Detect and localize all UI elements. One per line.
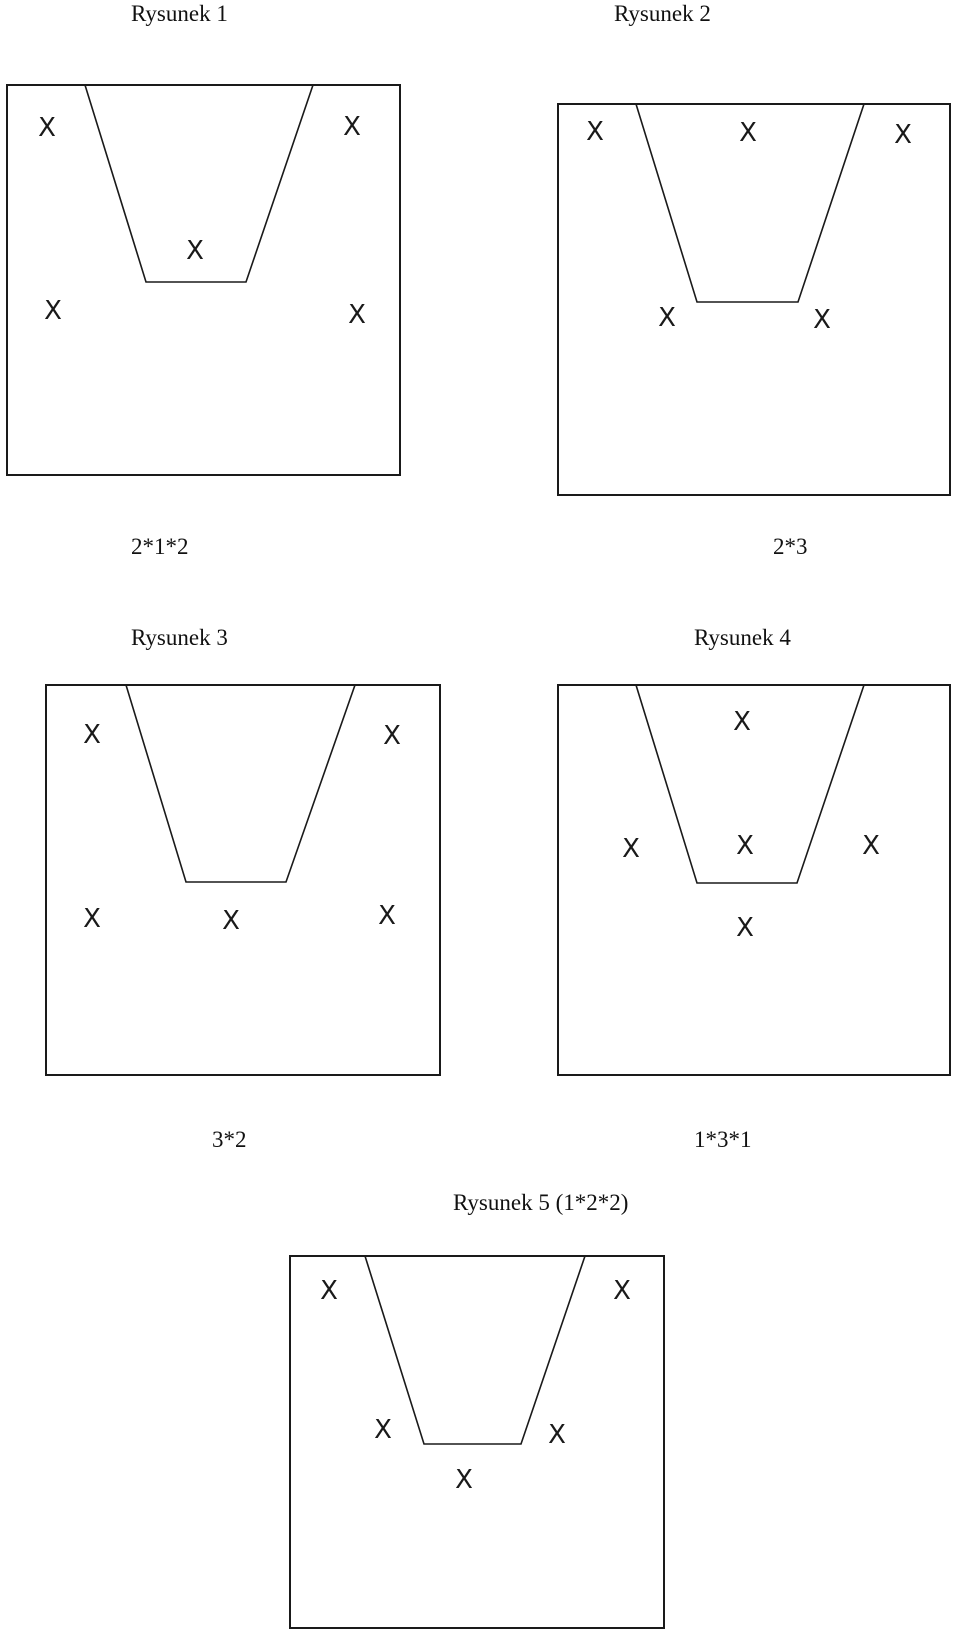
court-1-player-3: X	[186, 236, 204, 266]
court-3	[46, 685, 440, 1075]
court-4-boundary	[558, 685, 950, 1075]
court-1-boundary	[7, 85, 400, 475]
court-1-player-1: X	[38, 113, 56, 143]
court-1	[7, 85, 400, 475]
figure-1-formation: 2*1*2	[131, 534, 189, 559]
figure-3-formation: 3*2	[212, 1127, 247, 1152]
court-4-player-3: X	[736, 831, 754, 861]
court-3-player-5: X	[378, 901, 396, 931]
court-5	[290, 1256, 664, 1628]
figure-3-title: Rysunek 3	[131, 625, 228, 650]
court-3-player-3: X	[83, 904, 101, 934]
court-4-player-1: X	[733, 707, 751, 737]
figure-1-title: Rysunek 1	[131, 1, 228, 26]
figure-4-formation: 1*3*1	[694, 1127, 752, 1152]
court-5-player-5: X	[455, 1465, 473, 1495]
court-3-key-area	[126, 685, 355, 882]
court-1-player-4: X	[44, 296, 62, 326]
court-2-player-2: X	[739, 118, 757, 148]
court-3-player-4: X	[222, 906, 240, 936]
court-3-boundary	[46, 685, 440, 1075]
court-4-player-2: X	[622, 834, 640, 864]
figure-2-formation: 2*3	[773, 534, 808, 559]
court-3-player-1: X	[83, 720, 101, 750]
court-5-player-3: X	[374, 1415, 392, 1445]
figure-2-title: Rysunek 2	[614, 1, 711, 26]
court-5-key-area	[365, 1256, 585, 1444]
court-1-player-5: X	[348, 300, 366, 330]
court-5-player-1: X	[320, 1276, 338, 1306]
court-5-player-2: X	[613, 1276, 631, 1306]
court-3-player-2: X	[383, 721, 401, 751]
court-5-player-4: X	[548, 1420, 566, 1450]
court-5-boundary	[290, 1256, 664, 1628]
court-4-player-4: X	[862, 831, 880, 861]
figure-5-title: Rysunek 5 (1*2*2)	[453, 1190, 629, 1215]
court-1-player-2: X	[343, 112, 361, 142]
court-2-boundary	[558, 104, 950, 495]
court-2-player-1: X	[586, 117, 604, 147]
figure-4-title: Rysunek 4	[694, 625, 791, 650]
court-4	[558, 685, 950, 1075]
court-2-player-5: X	[813, 305, 831, 335]
court-2	[558, 104, 950, 495]
court-2-player-3: X	[894, 120, 912, 150]
court-4-player-5: X	[736, 913, 754, 943]
court-2-player-4: X	[658, 303, 676, 333]
